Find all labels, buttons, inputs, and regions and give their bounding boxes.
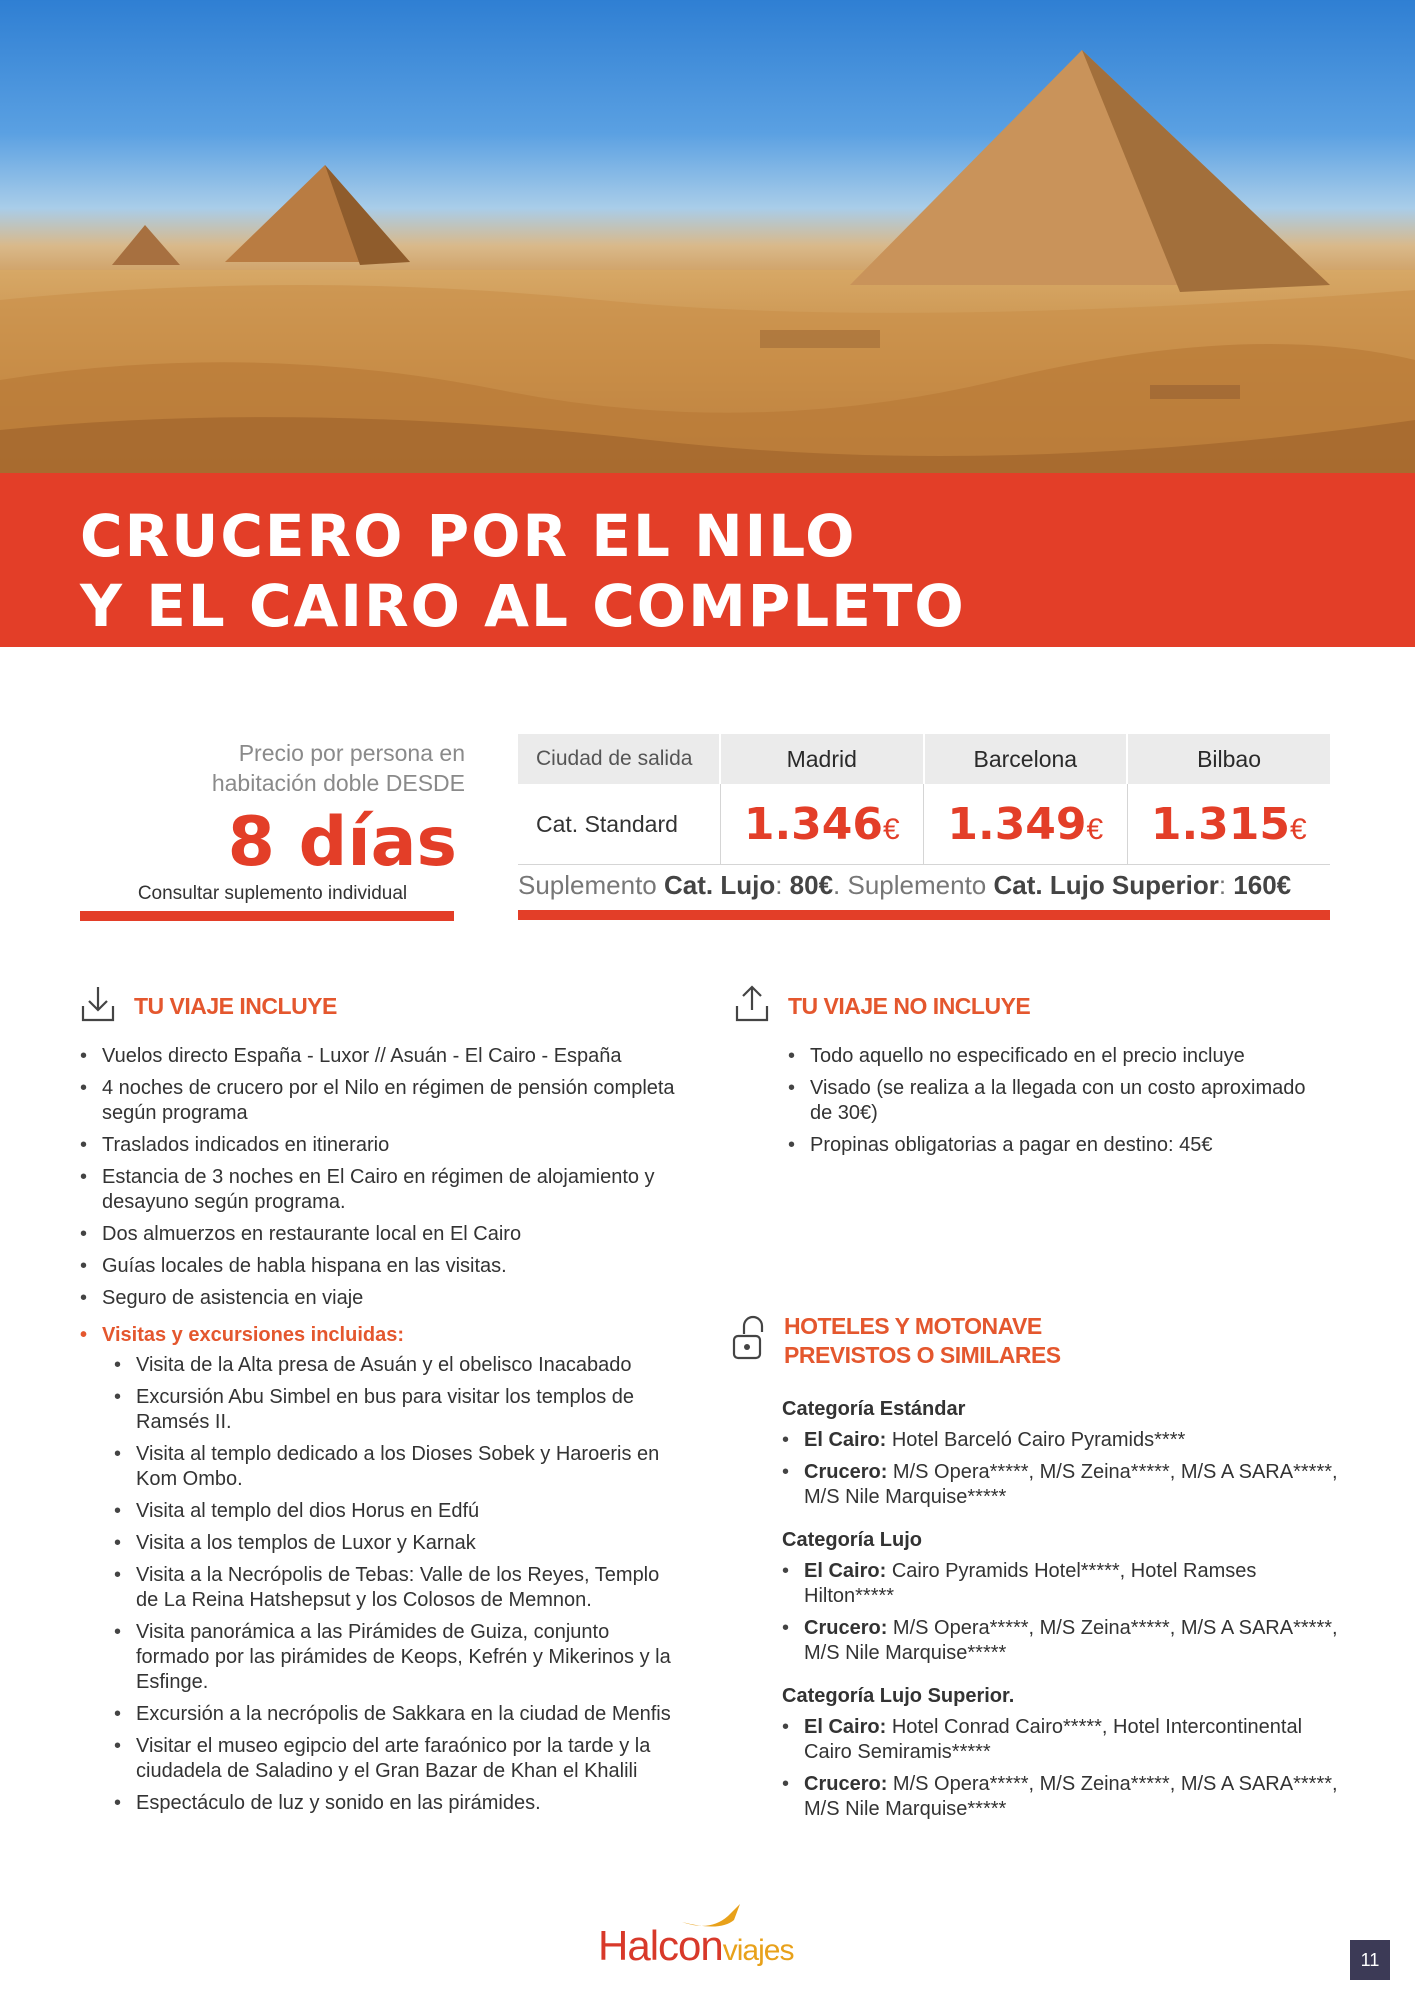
price-barcelona: [924, 784, 1128, 865]
category-title: Categoría Lujo: [782, 1529, 923, 1551]
list-item: • Visita a los templos de Luxor y Karnak: [114, 1531, 680, 1556]
supplement-superior-label: Cat. Lujo Superior: [993, 870, 1219, 900]
category-list: [782, 1715, 1342, 1822]
hotel-label: El Cairo:: [804, 1560, 887, 1582]
price-value: 1.349: [947, 798, 1087, 850]
currency-symbol: €: [1290, 812, 1307, 846]
excludes-header: [734, 984, 1030, 1029]
download-tray-icon: [80, 984, 116, 1029]
price-table-header: [518, 734, 1330, 784]
excludes-list: [788, 1044, 1328, 1158]
visits-list: [80, 1353, 680, 1816]
includes-list-container: [80, 1044, 680, 1823]
price-value: 1.315: [1150, 798, 1291, 850]
hotels-title-line2: PREVISTOS O SIMILARES: [784, 1342, 1061, 1368]
row-label-standard: Cat. Standard: [518, 784, 720, 865]
hotel-value: Cairo Pyramids Hotel*****, Hotel Ramses Hilton*****: [804, 1560, 1257, 1607]
header-barcelona: Barcelona: [924, 734, 1128, 784]
hotels-header: [730, 1312, 1061, 1370]
list-item: • Vuelos directo España - Luxor // Asuán - El Cairo - España: [80, 1044, 680, 1069]
list-item: • Excursión a la necrópolis de Sakkara en la ciudad de Menfis: [114, 1702, 680, 1727]
header-bilbao: Bilbao: [1127, 734, 1330, 784]
header-departure-city: Ciudad de salida: [518, 734, 720, 784]
hotel-label: El Cairo:: [804, 1716, 887, 1738]
list-item: [782, 1715, 1342, 1765]
supplement-text: . Suplemento: [833, 870, 994, 900]
list-item: • Visita panorámica a las Pirámides de Guiza, conjunto formado por las pirámides de Keops, Kefrén y Mikerinos y la Esfinge.: [114, 1620, 680, 1695]
list-item: • Guías locales de habla hispana en las visitas.: [80, 1254, 680, 1279]
category-list: [782, 1559, 1342, 1666]
list-item: • Visado (se realiza a la llegada con un costo aproximado de 30€): [788, 1076, 1328, 1126]
page-title: [80, 501, 966, 641]
hero-image: [0, 0, 1415, 473]
includes-title: TU VIAJE INCLUYE: [134, 993, 337, 1019]
price-value: 1.346: [743, 798, 884, 850]
list-item: • Visita al templo dedicado a los Dioses Sobek y Haroeris en Kom Ombo.: [114, 1442, 680, 1492]
cruise-label: Crucero:: [804, 1461, 888, 1483]
list-item: • Todo aquello no especificado en el precio incluye: [788, 1044, 1328, 1069]
excludes-list-container: [788, 1044, 1328, 1165]
list-item: [782, 1772, 1342, 1822]
list-item: • 4 noches de crucero por el Nilo en régimen de pensión completa según programa: [80, 1076, 680, 1126]
category-title: Categoría Lujo Superior.: [782, 1685, 1015, 1707]
list-item: [782, 1616, 1342, 1666]
pyramids-illustration: [0, 0, 1415, 473]
hotel-value: Hotel Conrad Cairo*****, Hotel Intercontinental Cairo Semiramis*****: [804, 1716, 1303, 1763]
list-item: • Espectáculo de luz y sonido en las pirámides.: [114, 1791, 680, 1816]
list-item: • Excursión Abu Simbel en bus para visitar los templos de Ramsés II.: [114, 1385, 680, 1435]
header-madrid: Madrid: [720, 734, 924, 784]
hotel-category-lujo: [782, 1528, 1342, 1666]
price-caption-line2: habitación doble DESDE: [211, 770, 465, 796]
price-caption-line1: Precio por persona en: [238, 740, 465, 766]
trip-duration: 8 días: [227, 803, 457, 882]
hotel-category-lujo-superior: [782, 1684, 1342, 1822]
list-item: [782, 1460, 1342, 1510]
cruise-value: M/S Opera*****, M/S Zeina*****, M/S A SARA*****, M/S Nile Marquise*****: [804, 1773, 1338, 1820]
list-item: • Visitar el museo egipcio del arte faraónico por la tarde y la ciudadela de Saladino y el Gran Bazar de Khan el Khalili: [114, 1734, 680, 1784]
supplement-text: Suplemento: [518, 870, 664, 900]
divider-bar-left: [80, 911, 454, 921]
visits-heading: • Visitas y excursiones incluidas:: [80, 1323, 680, 1348]
supplement-separator: :: [1218, 870, 1234, 900]
currency-symbol: €: [1086, 812, 1104, 846]
cruise-value: M/S Opera*****, M/S Zeina*****, M/S A SARA*****, M/S Nile Marquise*****: [804, 1461, 1338, 1508]
hotels-list: [782, 1397, 1342, 1840]
list-item: • Visita a la Necrópolis de Tebas: Valle de los Reyes, Templo de La Reina Hatshepsut y los Colosos de Memnon.: [114, 1563, 680, 1613]
list-item: • Traslados indicados en itinerario: [80, 1133, 680, 1158]
logo-sub: viajes: [722, 1934, 794, 1967]
price-table-row: [518, 784, 1330, 865]
list-item: • Estancia de 3 noches en El Cairo en régimen de alojamiento y desayuno según programa.: [80, 1165, 680, 1215]
price-madrid: [720, 784, 924, 865]
hotel-value: Hotel Barceló Cairo Pyramids****: [891, 1429, 1186, 1451]
supplement-lujo-price: 80€: [789, 870, 834, 900]
logo-text: [598, 1922, 793, 1970]
category-supplements: [518, 870, 1291, 901]
page-number: 11: [1350, 1940, 1390, 1980]
excludes-title: TU VIAJE NO INCLUYE: [788, 993, 1031, 1019]
list-item: • Seguro de asistencia en viaje: [80, 1286, 680, 1311]
title-line-2: Y EL CAIRO AL COMPLETO: [80, 572, 966, 640]
includes-header: [80, 984, 337, 1029]
price-summary: [80, 738, 465, 906]
includes-list: [80, 1044, 680, 1348]
list-item: [782, 1428, 1342, 1453]
list-item: • Visita al templo del dios Horus en Edfú: [114, 1499, 680, 1524]
hotels-title: [784, 1312, 1061, 1370]
list-item: • Propinas obligatorias a pagar en destino: 45€: [788, 1133, 1328, 1158]
cruise-label: Crucero:: [804, 1773, 888, 1795]
lock-key-icon: [730, 1314, 770, 1369]
title-banner: [0, 473, 1415, 647]
price-table: [518, 734, 1330, 865]
hotel-category-standard: [782, 1397, 1342, 1510]
hotel-label: El Cairo:: [804, 1429, 887, 1451]
logo-main: Halcon: [598, 1922, 723, 1969]
cruise-value: M/S Opera*****, M/S Zeina*****, M/S A SARA*****, M/S Nile Marquise*****: [804, 1617, 1338, 1664]
currency-symbol: €: [883, 812, 900, 846]
list-item: • Dos almuerzos en restaurante local en El Cairo: [80, 1222, 680, 1247]
title-line-1: CRUCERO POR EL NILO: [80, 502, 857, 570]
list-item: • Visita de la Alta presa de Asuán y el obelisco Inacabado: [114, 1353, 680, 1378]
divider-bar-right: [518, 910, 1330, 920]
supplement-superior-price: 160€: [1233, 870, 1292, 900]
category-list: [782, 1428, 1342, 1510]
supplement-lujo-label: Cat. Lujo: [663, 870, 776, 900]
price-bilbao: [1127, 784, 1330, 865]
supplement-separator: :: [775, 870, 790, 900]
cruise-label: Crucero:: [804, 1617, 888, 1639]
halcon-viajes-logo: [598, 1906, 818, 1976]
upload-tray-icon: [734, 984, 770, 1029]
category-title: Categoría Estándar: [782, 1398, 966, 1420]
single-supplement-note: Consultar suplemento individual: [137, 883, 408, 904]
hotels-title-line1: HOTELES Y MOTONAVE: [784, 1313, 1042, 1339]
list-item: [782, 1559, 1342, 1609]
